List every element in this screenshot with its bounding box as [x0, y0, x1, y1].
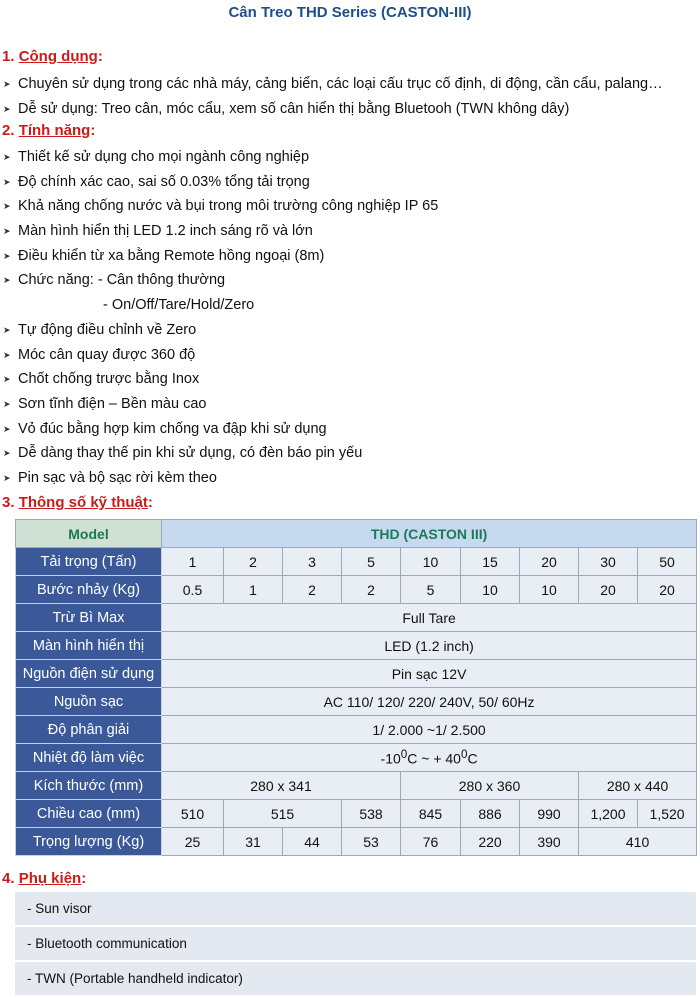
spec-table	[15, 519, 697, 856]
row-label: Tải trọng (Tấn)	[16, 548, 162, 576]
list-item: ➤ Dễ sử dụng: Treo cân, móc cẩu, xem số cân hiển thị bằng Bluetooh (TWN không dây)	[0, 97, 700, 122]
row-label: Bước nhảy (Kg)	[16, 576, 162, 604]
table-cell: 220	[461, 828, 520, 856]
arrow-bullet-icon: ➤	[3, 103, 11, 114]
list-item: ➤ Khả năng chống nước và bụi trong môi trường công nghiệp IP 65	[0, 194, 700, 219]
row-label: Nguồn sạc	[16, 688, 162, 716]
table-row	[16, 520, 697, 548]
arrow-bullet-icon: ➤	[3, 275, 11, 286]
table-cell: 10	[461, 576, 520, 604]
table-cell: 31	[224, 828, 283, 856]
model-value: THD (CASTON III)	[162, 520, 697, 548]
temperature-range: $-10^0C$ ~ + $40^0C$	[162, 744, 697, 772]
table-cell: 1,200	[579, 800, 638, 828]
accessory-item: - Bluetooth communication	[15, 927, 696, 961]
table-row	[16, 800, 697, 828]
table-cell: 390	[520, 828, 579, 856]
row-label: Chiều cao (mm)	[16, 800, 162, 828]
arrow-bullet-icon: ➤	[3, 398, 11, 409]
section-accessories-heading: 4. Phụ kiện:	[2, 870, 87, 887]
table-row	[16, 604, 697, 632]
table-cell: Full Tare	[162, 604, 697, 632]
list-item: ➤ Độ chính xác cao, sai số 0.03% tổng tải trọng	[0, 170, 700, 195]
accessory-item: - Sun visor	[15, 892, 696, 926]
arrow-bullet-icon: ➤	[3, 226, 11, 237]
page-title: Cân Treo THD Series (CASTON-III)	[228, 4, 472, 21]
table-cell: 1	[224, 576, 283, 604]
table-cell: 538	[342, 800, 401, 828]
table-cell: 25	[162, 828, 224, 856]
table-row	[16, 716, 697, 744]
table-cell: 280 x 360	[401, 772, 579, 800]
table-cell: 20	[520, 548, 579, 576]
table-cell: 15	[461, 548, 520, 576]
table-cell: 5	[342, 548, 401, 576]
table-cell: 3	[283, 548, 342, 576]
arrow-bullet-icon: ➤	[3, 423, 11, 434]
table-cell: 10	[520, 576, 579, 604]
table-cell: 2	[283, 576, 342, 604]
table-row	[16, 744, 697, 772]
table-cell: AC 110/ 120/ 220/ 240V, 50/ 60Hz	[162, 688, 697, 716]
table-cell: 1,520	[638, 800, 697, 828]
table-row	[16, 772, 697, 800]
table-cell: 280 x 341	[162, 772, 401, 800]
arrow-bullet-icon: ➤	[3, 349, 11, 360]
list-item: ➤ Sơn tĩnh điện – Bền màu cao	[0, 392, 700, 417]
row-label: Kích thước (mm)	[16, 772, 162, 800]
table-cell: 76	[401, 828, 461, 856]
arrow-bullet-icon: ➤	[3, 374, 11, 385]
table-row	[16, 576, 697, 604]
table-cell: 53	[342, 828, 401, 856]
table-cell: LED (1.2 inch)	[162, 632, 697, 660]
list-item: ➤ Màn hình hiển thị LED 1.2 inch sáng rõ và lớn	[0, 219, 700, 244]
table-cell: 50	[638, 548, 697, 576]
list-item: ➤ Dễ dàng thay thế pin khi sử dụng, có đèn báo pin yếu	[0, 441, 700, 466]
table-cell: 280 x 440	[579, 772, 697, 800]
list-item: ➤ Thiết kế sử dụng cho mọi ngành công nghiệp	[0, 145, 700, 170]
list-item: ➤ Pin sạc và bộ sạc rời kèm theo	[0, 466, 700, 491]
table-cell: 20	[638, 576, 697, 604]
table-cell: 44	[283, 828, 342, 856]
table-row	[16, 632, 697, 660]
table-row	[16, 548, 697, 576]
model-label: Model	[16, 520, 162, 548]
table-cell: 10	[401, 548, 461, 576]
usage-list	[0, 72, 700, 121]
row-label: Trọng lượng (Kg)	[16, 828, 162, 856]
list-item: ➤ Chuyên sử dụng trong các nhà máy, cảng biển, các loại cấu trục cố định, di động, cần cẩu, palang…	[0, 72, 700, 97]
table-cell: 30	[579, 548, 638, 576]
list-item: ➤ Chốt chống trược bằng Inox	[0, 367, 700, 392]
section-specs-heading: 3. Thông số kỹ thuật:	[2, 494, 153, 511]
arrow-bullet-icon: ➤	[3, 176, 11, 187]
arrow-bullet-icon: ➤	[3, 472, 11, 483]
table-cell: Pin sạc 12V	[162, 660, 697, 688]
table-cell: 20	[579, 576, 638, 604]
table-cell: 886	[461, 800, 520, 828]
section-usage-heading: 1. Công dụng:	[2, 48, 103, 65]
table-cell: 1/ 2.000 ~1/ 2.500	[162, 716, 697, 744]
arrow-bullet-icon: ➤	[3, 79, 11, 89]
accessory-item: - TWN (Portable handheld indicator)	[15, 962, 696, 996]
row-label: Trừ Bì Max	[16, 604, 162, 632]
row-label: Độ phân giải	[16, 716, 162, 744]
arrow-bullet-icon: ➤	[3, 448, 11, 459]
list-item: ➤ Điều khiển từ xa bằng Remote hồng ngoại (8m)	[0, 244, 700, 269]
table-row	[16, 828, 697, 856]
row-label: Nguồn điện sử dụng	[16, 660, 162, 688]
row-label: Màn hình hiển thị	[16, 632, 162, 660]
table-cell: 510	[162, 800, 224, 828]
table-row	[16, 688, 697, 716]
arrow-bullet-icon: ➤	[3, 201, 11, 212]
features-list	[0, 145, 700, 491]
table-cell: 1	[162, 548, 224, 576]
list-item: ➤ Tự động điều chỉnh về Zero	[0, 318, 700, 343]
table-cell: 845	[401, 800, 461, 828]
table-row	[16, 660, 697, 688]
list-item: - On/Off/Tare/Hold/Zero	[103, 297, 255, 314]
table-cell: 2	[224, 548, 283, 576]
section-features-heading: 2. Tính năng:	[2, 122, 96, 139]
table-cell: 0.5	[162, 576, 224, 604]
table-cell: 410	[579, 828, 697, 856]
arrow-bullet-icon: ➤	[3, 250, 11, 261]
arrow-bullet-icon: ➤	[3, 324, 11, 335]
list-item: ➤ Móc cân quay được 360 độ	[0, 343, 700, 368]
list-item: ➤ Chức năng: - Cân thông thường	[0, 268, 700, 293]
table-cell: 2	[342, 576, 401, 604]
row-label: Nhiệt độ làm việc	[16, 744, 162, 772]
table-cell: 990	[520, 800, 579, 828]
table-cell: 5	[401, 576, 461, 604]
table-cell: 515	[224, 800, 342, 828]
arrow-bullet-icon: ➤	[3, 152, 11, 162]
list-item: ➤ Vỏ đúc bằng hợp kim chống va đập khi sử dụng	[0, 417, 700, 442]
